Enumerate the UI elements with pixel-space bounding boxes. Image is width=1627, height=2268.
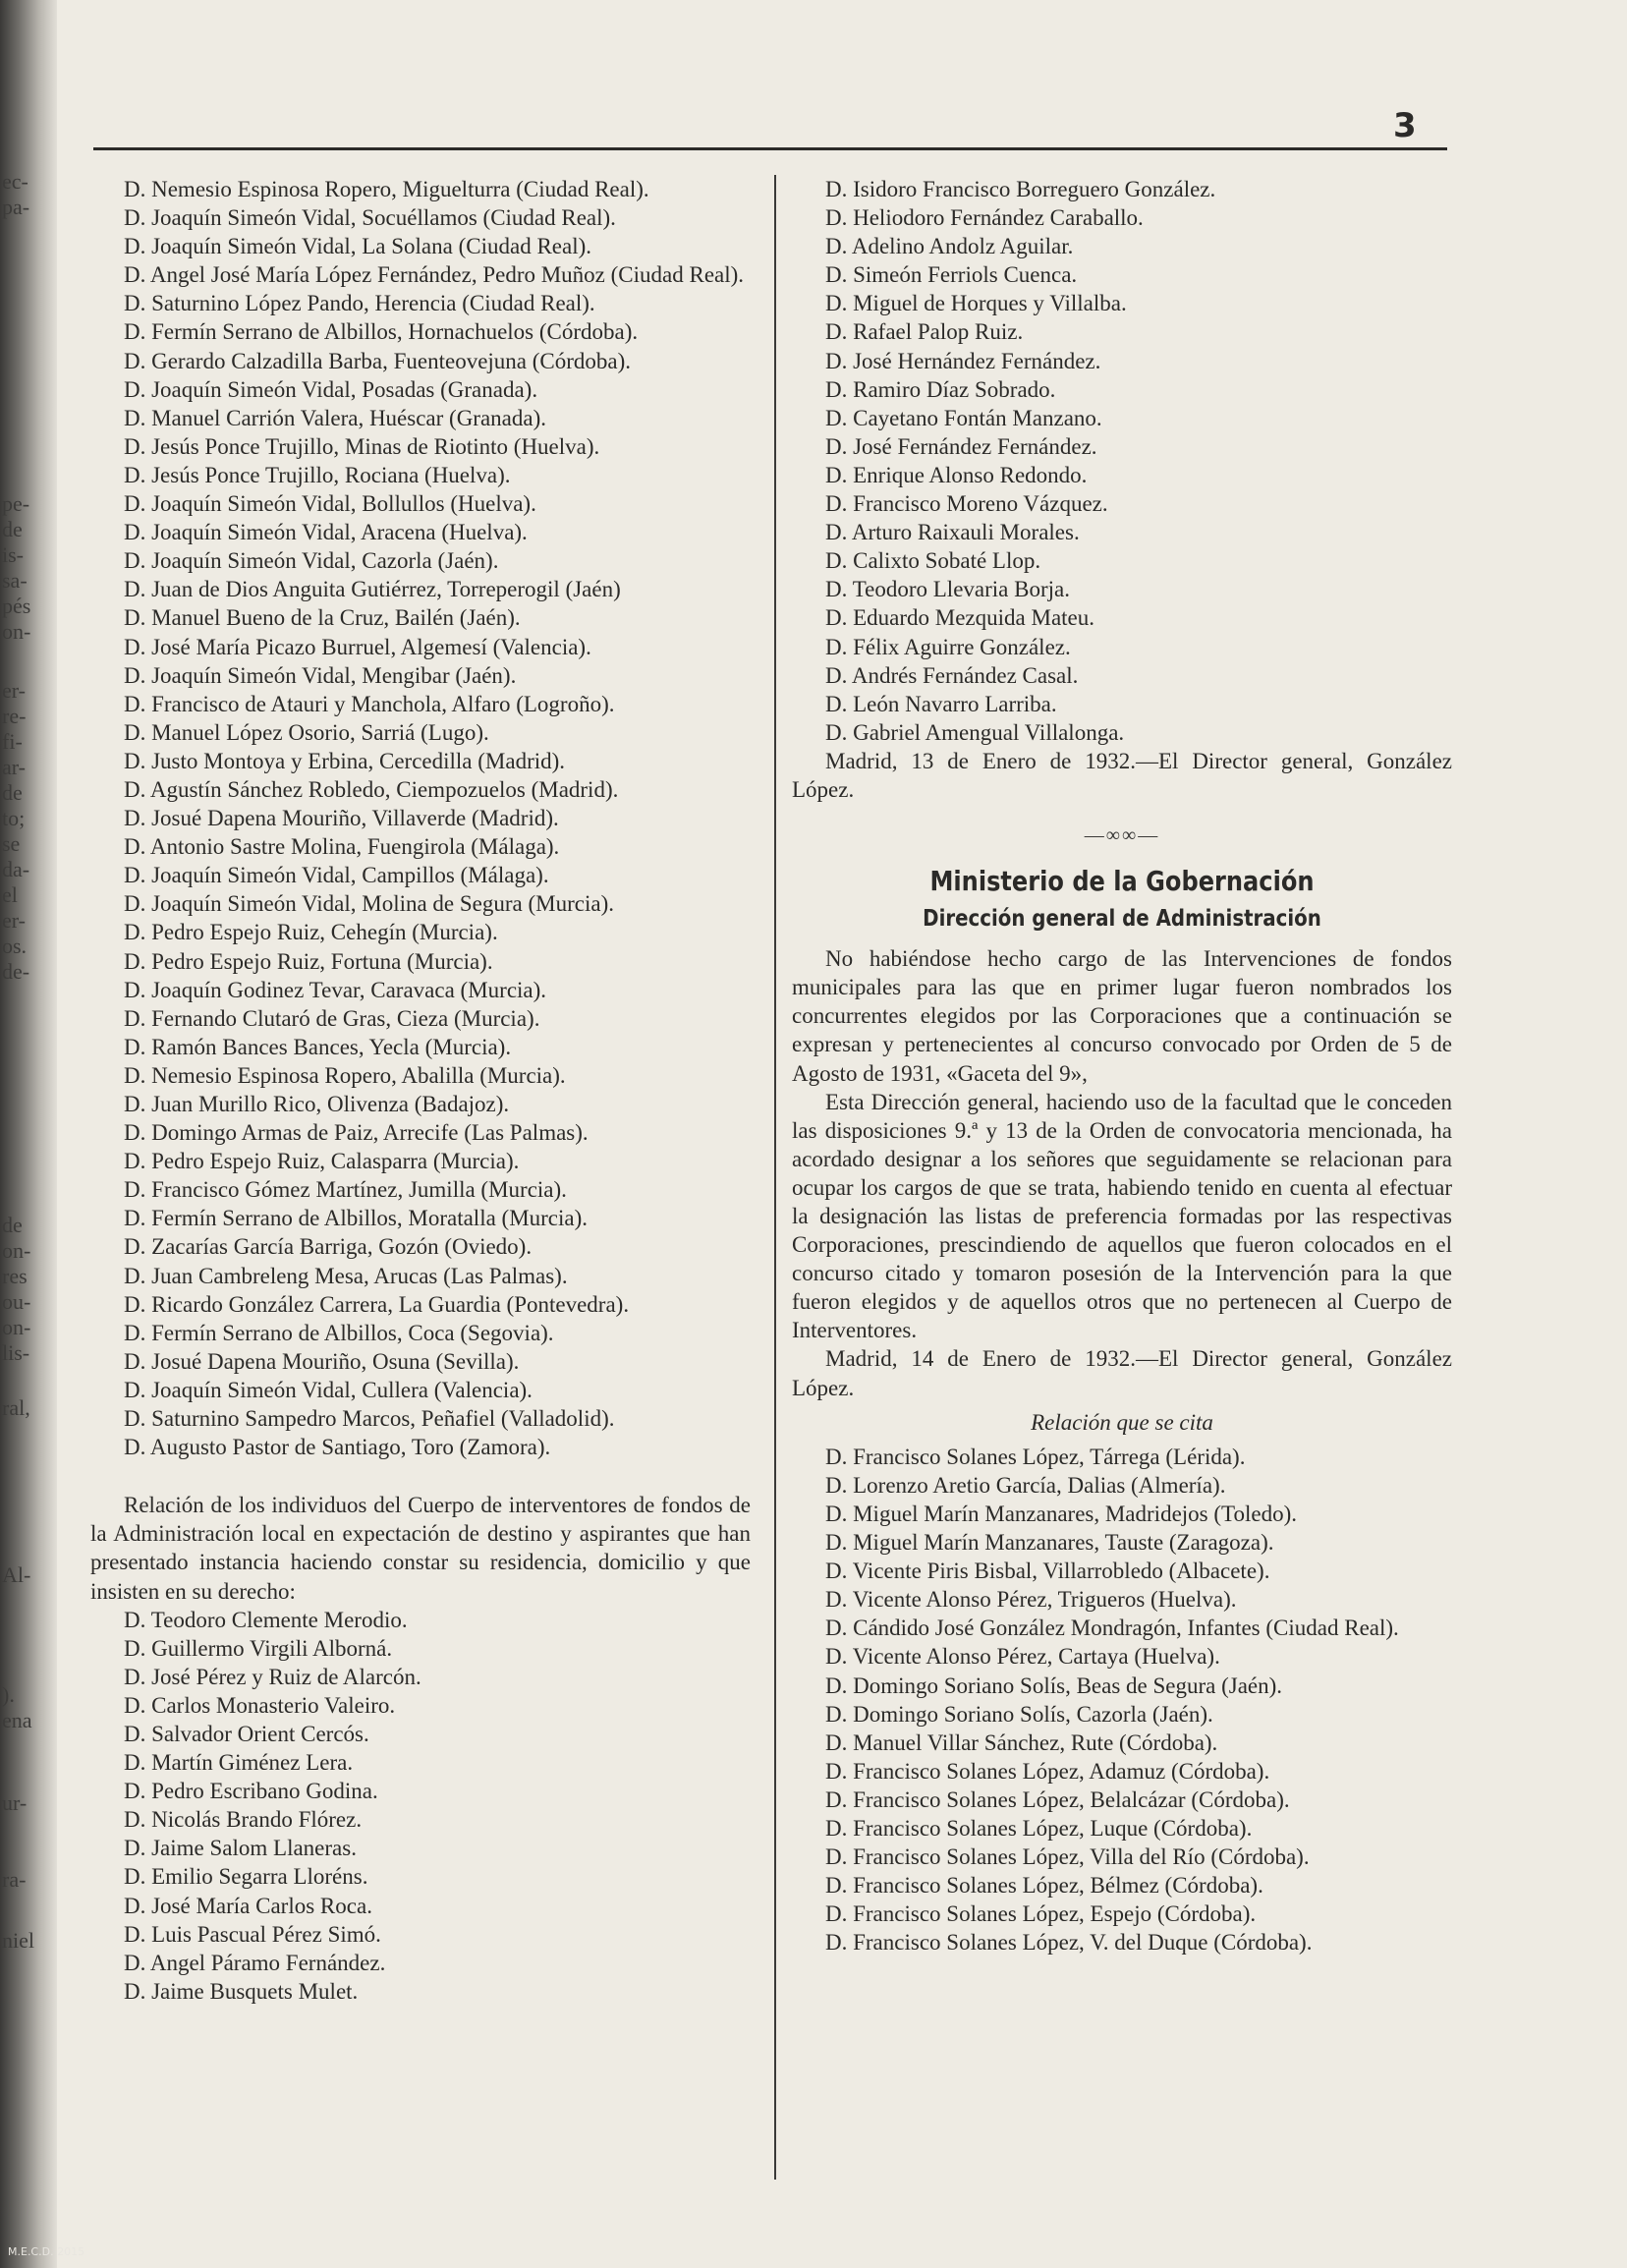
- list-item: D. Vicente Alonso Pérez, Cartaya (Huelva).: [825, 1644, 1220, 1670]
- bleed-fragment: de: [2, 517, 23, 541]
- bleed-fragment: ou-: [2, 1289, 31, 1314]
- left-column: [90, 175, 751, 2006]
- list-item: D. Joaquín Simeón Vidal, Bollullos (Huelva).: [124, 491, 536, 517]
- bleed-fragment: ).: [2, 1682, 15, 1707]
- bleed-fragment: da-: [2, 857, 30, 881]
- list-item: D. Eduardo Mezquida Mateu.: [825, 605, 1095, 631]
- list-item: D. Calixto Sobaté Llop.: [825, 548, 1041, 574]
- bleed-fragment: niel: [2, 1928, 34, 1953]
- list-item: D. Fermín Serrano de Albillos, Moratalla (Murcia).: [124, 1206, 589, 1231]
- list-item: D. Justo Montoya y Erbina, Cercedilla (Madrid).: [124, 748, 566, 773]
- list-item: D. Joaquín Simeón Vidal, Socuéllamos (Ciudad Real).: [124, 205, 616, 231]
- signature-first: Madrid, 13 de Enero de 1932.—El Director general, González López.: [792, 748, 1452, 802]
- list-item: D. Teodoro Llevaria Borja.: [825, 577, 1070, 602]
- list-item: D. Arturo Raixauli Morales.: [825, 520, 1080, 545]
- list-item: D. José Fernández Fernández.: [825, 433, 1097, 459]
- list-item: D. Francisco Solanes López, Adamuz (Córdoba).: [825, 1758, 1270, 1784]
- list-item: D. Juan Murillo Rico, Olivenza (Badajoz).: [124, 1092, 510, 1116]
- list-item: D. Francisco Solanes López, Bélmez (Córdoba).: [825, 1873, 1263, 1899]
- bleed-fragment: er-: [2, 678, 26, 703]
- bleed-fragment: on-: [2, 1238, 31, 1263]
- list-item: D. Luis Pascual Pérez Simó.: [124, 1921, 381, 1947]
- list-item: D. Vicente Alonso Pérez, Trigueros (Huelva).: [825, 1587, 1237, 1613]
- list-item: D. Miguel de Horques y Villalba.: [825, 291, 1127, 316]
- list-item: D. Francisco Gómez Martínez, Jumilla (Murcia).: [124, 1177, 567, 1203]
- list-item: D. Joaquín Godinez Tevar, Caravaca (Murcia).: [124, 977, 547, 1002]
- list-item: D. Guillermo Virgili Alborná.: [124, 1635, 393, 1661]
- list-item: D. Juan Cambreleng Mesa, Arucas (Las Palmas).: [124, 1263, 568, 1288]
- bleed-fragment: ar-: [2, 755, 26, 779]
- list-item: D. Juan de Dios Anguita Gutiérrez, Torreperogil (Jaén): [124, 577, 621, 602]
- list-item: D. Francisco Solanes López, Belalcázar (Córdoba).: [825, 1786, 1290, 1812]
- list-item: D. Saturnino Sampedro Marcos, Peñafiel (Valladolid).: [124, 1406, 615, 1432]
- bleed-fragment: os.: [2, 934, 28, 958]
- list-item: D. Josué Dapena Mouriño, Osuna (Sevilla).: [124, 1348, 520, 1374]
- list-item: D. Pedro Espejo Ruiz, Cehegín (Murcia).: [124, 920, 498, 945]
- list-item: D. Cándido José González Mondragón, Infantes (Ciudad Real).: [825, 1616, 1399, 1641]
- bleed-fragment: ur-: [2, 1790, 28, 1815]
- section-ornament: —∞∞—: [1084, 824, 1160, 847]
- list-item: D. Joaquín Simeón Vidal, Cazorla (Jaén).: [124, 548, 499, 574]
- list-item: D. Joaquín Simeón Vidal, La Solana (Ciudad Real).: [124, 234, 592, 259]
- bleed-fragment: sa-: [2, 568, 28, 593]
- list-item: D. Ricardo González Carrera, La Guardia (Pontevedra).: [124, 1291, 630, 1317]
- list-item: D. Emilio Segarra Lloréns.: [124, 1864, 368, 1890]
- list-item: D. Rafael Palop Ruiz.: [825, 319, 1024, 345]
- list-item: D. Joaquín Simeón Vidal, Cullera (Valencia).: [124, 1377, 533, 1402]
- list-item: D. Manuel Carrión Valera, Huéscar (Granada).: [124, 405, 547, 430]
- list-item: D. Josué Dapena Mouriño, Villaverde (Madrid).: [124, 806, 559, 831]
- bleed-fragment: el: [2, 882, 18, 907]
- list-item: D. Félix Aguirre González.: [825, 634, 1071, 659]
- list-item: D. Gerardo Calzadilla Barba, Fuenteovejuna (Córdoba).: [124, 348, 632, 373]
- list-item: D. Francisco Moreno Vázquez.: [825, 491, 1108, 517]
- list-item: D. Nemesio Espinosa Ropero, Miguelturra (Ciudad Real).: [124, 177, 649, 201]
- list-item: D. Francisco de Atauri y Manchola, Alfaro (Logroño).: [124, 691, 615, 716]
- bleed-fragment: is-: [2, 542, 24, 567]
- list-item: D. Isidoro Francisco Borreguero González.: [825, 177, 1216, 201]
- list-item: D. Lorenzo Aretio García, Dalias (Almería).: [825, 1472, 1226, 1498]
- list-item: D. Pedro Espejo Ruiz, Calasparra (Murcia).: [124, 1149, 520, 1174]
- list-item: D. Jesús Ponce Trujillo, Rociana (Huelva).: [124, 462, 511, 487]
- list-item: D. Joaquín Simeón Vidal, Mengibar (Jaén).: [124, 662, 517, 688]
- bleed-fragment: pés: [2, 594, 31, 618]
- bleed-fragment: er-: [2, 908, 26, 933]
- list-item: D. Ramiro Díaz Sobrado.: [825, 376, 1056, 402]
- applicants-list-continued: [792, 175, 1452, 747]
- list-item: D. Adelino Andolz Aguilar.: [825, 234, 1074, 259]
- list-item: D. Fermín Serrano de Albillos, Hornachuelos (Córdoba).: [124, 319, 639, 345]
- list-item: D. Nicolás Brando Flórez.: [124, 1807, 363, 1833]
- list-item: D. Andrés Fernández Casal.: [825, 662, 1079, 688]
- bleed-fragment: pa-: [2, 195, 30, 219]
- designations-list: [792, 1443, 1452, 1957]
- list-item: D. Miguel Marín Manzanares, Madridejos (Toledo).: [825, 1501, 1297, 1526]
- list-item: D. Heliodoro Fernández Caraballo.: [825, 205, 1144, 231]
- list-item: D. Vicente Piris Bisbal, Villarrobledo (Albacete).: [825, 1559, 1270, 1584]
- bleed-fragment: ena: [2, 1708, 32, 1732]
- list-item: D. Agustín Sánchez Robledo, Ciempozuelos (Madrid).: [124, 776, 619, 802]
- bleed-fragment: se: [2, 831, 21, 856]
- list-item: D. Francisco Solanes López, Tárrega (Lérida).: [825, 1444, 1246, 1469]
- intro-paragraph: No habiéndose hecho cargo de las Intervenciones de fondos municipales para las que en primer lugar fueron nombrados los concurrentes elegidos por las Corporaciones que a continuación se expresan y pertenecientes al concurso convocado por Orden de 5 de Agosto de 1931, «Gaceta del 9»,: [792, 946, 1452, 1086]
- direccion-heading: Dirección general de Administración: [923, 906, 1321, 933]
- list-item: D. Simeón Ferriols Cuenca.: [825, 262, 1078, 288]
- bleed-fragment: Al-: [2, 1562, 31, 1587]
- list-item: D. Domingo Soriano Solís, Cazorla (Jaén).: [825, 1701, 1213, 1727]
- relacion-title: Relación que se cita: [1031, 1409, 1213, 1435]
- archive-watermark: M.E.C.D. 2015: [8, 2245, 85, 2258]
- list-item: D. Joaquín Simeón Vidal, Molina de Segura (Murcia).: [124, 891, 614, 917]
- signature-second: Madrid, 14 de Enero de 1932.—El Director general, González López.: [792, 1346, 1452, 1400]
- list-item: D. Antonio Sastre Molina, Fuengirola (Málaga).: [124, 834, 560, 860]
- bleed-fragment: to;: [2, 806, 26, 830]
- header-rule: [93, 147, 1447, 150]
- list-item: D. Francisco Solanes López, Luque (Córdoba).: [825, 1815, 1253, 1841]
- list-item: D. Miguel Marín Manzanares, Tauste (Zaragoza).: [825, 1530, 1274, 1556]
- list-item: D. Zacarías García Barriga, Gozón (Oviedo).: [124, 1234, 533, 1260]
- list-item: D. Fernando Clutaró de Gras, Cieza (Murcia).: [124, 1005, 540, 1031]
- page-number: 3: [1393, 106, 1417, 145]
- applicants-list: [90, 1606, 751, 2006]
- list-item: D. Jaime Salom Llaneras.: [124, 1836, 357, 1861]
- list-item: D. Gabriel Amengual Villalonga.: [825, 719, 1125, 745]
- right-column: [792, 175, 1452, 1956]
- list-item: D. Nemesio Espinosa Ropero, Abalilla (Murcia).: [124, 1062, 566, 1088]
- appointments-list: [90, 175, 751, 1461]
- list-item: D. Teodoro Clemente Merodio.: [124, 1607, 408, 1632]
- bleed-fragment: on-: [2, 1315, 31, 1339]
- bleed-fragment: re-: [2, 704, 27, 728]
- bleed-fragment: ral,: [2, 1395, 30, 1420]
- resolution-paragraph: Esta Dirección general, haciendo uso de la facultad que le conceden las disposiciones 9.ª y 13 de la Orden de convocatoria mencionada, ha acordado designar a los señores que seguidamente se relacionan para ocupar los cargos de que se trata, habiendo tenido en cuenta al efectuar la designación las listas de preferencia formadas por las respectivas Corporaciones, prescindiendo de aquellos que fueron colocados en el concurso citado y tomaron posesión de la Intervención para la que fueron elegidos y de aquellos otros que no pertenecen al Cuerpo de Interventores.: [792, 1089, 1452, 1343]
- list-item: D. Pedro Escribano Godina.: [124, 1779, 378, 1804]
- list-item: D. Domingo Armas de Paiz, Arrecife (Las Palmas).: [124, 1120, 589, 1146]
- list-item: D. Angel José María López Fernández, Pedro Muñoz (Ciudad Real).: [124, 262, 745, 288]
- list-item: D. Manuel Bueno de la Cruz, Bailén (Jaén).: [124, 605, 521, 631]
- list-item: D. Salvador Orient Cercós.: [124, 1721, 369, 1746]
- list-item: D. Manuel Villar Sánchez, Rute (Córdoba).: [825, 1729, 1218, 1755]
- list-item: D. Pedro Espejo Ruiz, Fortuna (Murcia).: [124, 948, 493, 974]
- list-item: D. José Hernández Fernández.: [825, 348, 1101, 373]
- bleed-fragment: ra-: [2, 1867, 27, 1892]
- list-item: D. Martín Giménez Lera.: [124, 1750, 354, 1776]
- list-item: D. José Pérez y Ruiz de Alarcón.: [124, 1664, 421, 1689]
- bleed-fragment: fi-: [2, 729, 23, 754]
- list-item: D. Angel Páramo Fernández.: [124, 1950, 386, 1975]
- bleed-fragment: de: [2, 1213, 23, 1237]
- bleed-fragment: pe-: [2, 491, 30, 516]
- list-item: D. Augusto Pastor de Santiago, Toro (Zamora).: [124, 1435, 551, 1460]
- list-item: D. Joaquín Simeón Vidal, Posadas (Granada).: [124, 376, 538, 402]
- list-item: D. Ramón Bances Bances, Yecla (Murcia).: [124, 1034, 512, 1059]
- bleed-fragment: de: [2, 780, 23, 805]
- list-item: D. Enrique Alonso Redondo.: [825, 462, 1088, 487]
- column-divider: [774, 175, 776, 2180]
- bleed-fragment: res: [2, 1264, 28, 1288]
- relacion-intro-paragraph: Relación de los individuos del Cuerpo de interventores de fondos de la Administración local en expectación de destino y aspirantes que han presentado instancia haciendo constar su residencia, domicilio y que insisten en su derecho:: [90, 1493, 751, 1604]
- list-item: D. Jesús Ponce Trujillo, Minas de Riotinto (Huelva).: [124, 433, 600, 459]
- list-item: D. Joaquín Simeón Vidal, Campillos (Málaga).: [124, 863, 549, 888]
- list-item: D. José María Picazo Burruel, Algemesí (Valencia).: [124, 634, 591, 659]
- bleed-fragment: ec-: [2, 169, 28, 194]
- list-item: D. Carlos Monasterio Valeiro.: [124, 1692, 396, 1718]
- bleed-fragment: lis-: [2, 1340, 30, 1365]
- list-item: D. León Navarro Larriba.: [825, 691, 1057, 716]
- list-item: D. Jaime Busquets Mulet.: [124, 1978, 359, 2004]
- list-item: D. Joaquín Simeón Vidal, Aracena (Huelva).: [124, 520, 528, 545]
- list-item: D. Francisco Solanes López, Espejo (Córdoba).: [825, 1901, 1257, 1927]
- list-item: D. Domingo Soriano Solís, Beas de Segura (Jaén).: [825, 1673, 1283, 1698]
- bleed-fragment: de-: [2, 959, 30, 984]
- list-item: D. Cayetano Fontán Manzano.: [825, 405, 1102, 430]
- list-item: D. Francisco Solanes López, V. del Duque (Córdoba).: [825, 1930, 1313, 1956]
- ministry-heading: Ministerio de la Gobernación: [929, 865, 1315, 898]
- list-item: D. Fermín Serrano de Albillos, Coca (Segovia).: [124, 1320, 554, 1345]
- list-item: D. José María Carlos Roca.: [124, 1893, 372, 1918]
- list-item: D. Francisco Solanes López, Villa del Río (Córdoba).: [825, 1844, 1310, 1870]
- list-item: D. Manuel López Osorio, Sarriá (Lugo).: [124, 719, 489, 745]
- bleed-fragment: on-: [2, 619, 31, 644]
- list-item: D. Saturnino López Pando, Herencia (Ciudad Real).: [124, 291, 595, 316]
